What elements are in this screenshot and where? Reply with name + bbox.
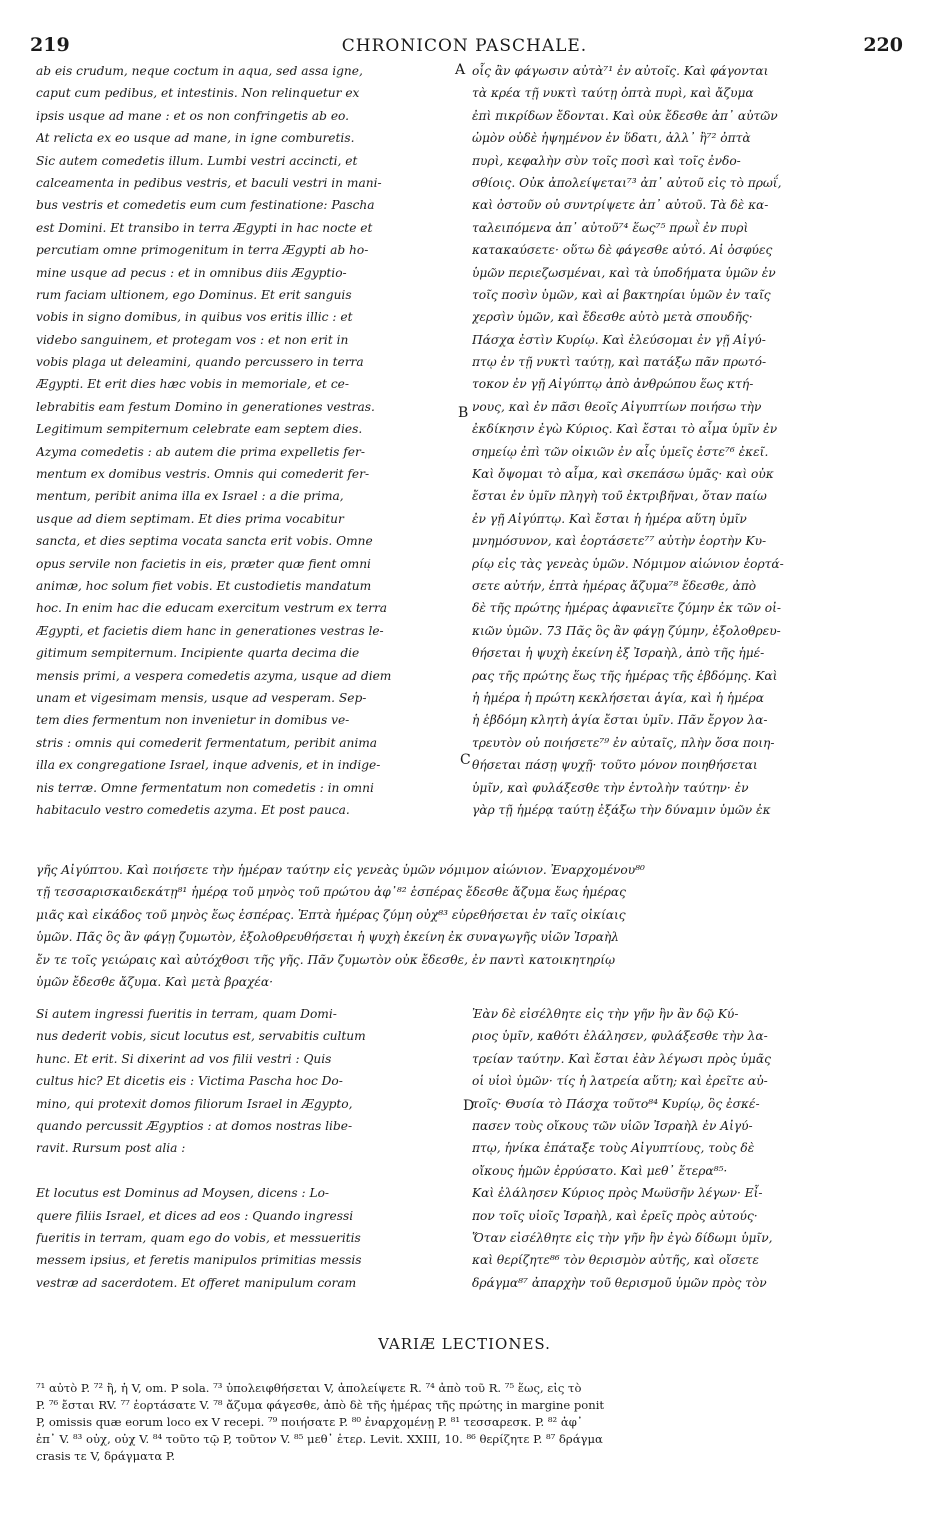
text-line: πον τοῖς υἱοῖς Ἰσραὴλ, καὶ ἐρεῖς πρὸς αὐτούς· <box>472 1208 758 1223</box>
text-line: δράγμα⁸⁷ ἀπαρχὴν τοῦ θερισμοῦ ὑμῶν πρὸς τὸν <box>472 1275 767 1290</box>
text-line: γὰρ τῇ ἡμέρᾳ ταύτῃ ἐξάξω τὴν δύναμιν ὑμῶν ἐκ <box>472 802 771 817</box>
text-line: Legitimum sempiternum celebrate eam septem dies. <box>36 422 363 437</box>
text-line: χερσὶν ὑμῶν, καὶ ἔδεσθε αὐτὸ μετὰ σπουδῆς· <box>472 310 753 325</box>
text-line: mentum ex domibus vestris. Omnis qui comederit fer- <box>36 467 370 482</box>
text-line: Ὅταν εἰσέλθητε εἰς τὴν γῆν ἣν ἐγὼ δίδωμι ὑμῖν, <box>472 1230 773 1245</box>
text-line: ὑμῶν περιεζωσμέναι, καὶ τὰ ὑποδήματα ὑμῶν ἐν <box>472 265 776 280</box>
text-line: unam et vigesimam mensis, usque ad vesperam. Sep- <box>36 690 367 705</box>
text-line: θήσεται πάσῃ ψυχῇ· τοῦτο μόνον ποιηθήσεται <box>472 758 758 773</box>
text-line: τοκον ἐν γῇ Αἰγύπτῳ ἀπὸ ἀνθρώπου ἕως κτή- <box>472 377 754 392</box>
text-line: Si autem ingressi fueritis in terram, quam Domi- <box>36 1007 337 1021</box>
text-line: At relicta ex eo usque ad mane, in igne comburetis. <box>36 131 355 146</box>
text-line: ravit. Rursum post alia : <box>36 1141 186 1156</box>
text-line: stris : omnis qui comederit fermentatum, peribit anima <box>36 735 378 750</box>
text-line: δὲ τῆς πρώτης ἡμέρας ἀφανιεῖτε ζύμην ἐκ τῶν οἰ- <box>472 601 781 616</box>
text-line: καὶ ὀστοῦν οὐ συντρίψετε ἀπ᾽ αὐτοῦ. Τὰ δὲ κα- <box>472 198 769 213</box>
latin-column-top <box>36 60 456 821</box>
text-line: σημείῳ ἐπὶ τῶν οἰκιῶν ἐν αἷς ὑμεῖς ἐστε⁷⁶ ἐκεῖ. <box>472 444 769 459</box>
text-line: ἐπὶ πικρίδων ἔδονται. Καὶ οὐκ ἔδεσθε ἀπ᾽ αὐτῶν <box>472 108 778 123</box>
text-line: ipsis usque ad mane : et os non confringetis ab eo. <box>36 108 350 123</box>
text-line: quando percussit Ægyptios : at domos nostras libe- <box>36 1118 353 1133</box>
text-line: πυρὶ, κεφαλὴν σὺν τοῖς ποσὶ καὶ τοῖς ἐνδο- <box>472 153 741 168</box>
text-line: bus vestris et comedetis eum cum festinatione: Pascha <box>36 198 375 213</box>
text-line: ἔσται ἐν ὑμῖν πληγὴ τοῦ ἐκτριβῆναι, ὅταν παίω <box>472 489 767 504</box>
text-line: illa ex congregatione Israel, inque advenis, et in indige- <box>36 758 381 773</box>
text-line: calceamenta in pedibus vestris, et baculi vestri in mani- <box>36 175 382 190</box>
text-line: percutiam omne primogenitum in terra Ægypti ab ho- <box>36 243 369 258</box>
text-line: μιᾶς καὶ εἰκάδος τοῦ μηνὸς ἕως ἑσπέρας. Ἑπτὰ ἡμέρας ζύμη οὐχ⁸³ εὑρεθήσεται ἐν ταῖς οἰκίαις <box>36 907 626 922</box>
text-line: fueritis in terram, quam ego do vobis, et messueritis <box>36 1230 361 1245</box>
text-line: habitaculo vestro comedetis azyma. Et post pauca. <box>36 802 350 817</box>
variae-lectiones-heading: VARIÆ LECTIONES. <box>378 1335 551 1353</box>
text-line: τοῖς· Θυσία τὸ Πάσχα τοῦτο⁸⁴ Κυρίῳ, ὃς ἐσκέ- <box>472 1096 760 1111</box>
margin-letter-d: D <box>463 1098 475 1114</box>
text-line: Ægypti, et facietis diem hanc in generationes vestras le- <box>36 623 384 638</box>
text-line: ριος ὑμῖν, καθότι ἐλάλησεν, φυλάξεσθε τὴν λα- <box>472 1029 768 1044</box>
text-line: vobis in signo domibus, in quibus vos eritis illic : et <box>36 310 353 325</box>
text-line: Καὶ ὄψομαι τὸ αἷμα, καὶ σκεπάσω ὑμᾶς· καὶ οὐκ <box>472 467 774 482</box>
text-line: Ἐὰν δὲ εἰσέλθητε εἰς τὴν γῆν ἣν ἂν δῷ Κύ- <box>472 1007 739 1021</box>
text-line: usque ad diem septimam. Et dies prima vocabitur <box>36 511 344 526</box>
text-line: vestræ ad sacerdotem. Et offeret manipulum coram <box>36 1275 357 1290</box>
text-line <box>36 1160 456 1182</box>
text-line: ὑμῶν ἔδεσθε ἄζυμα. Καὶ μετὰ βραχέα· <box>36 974 273 989</box>
latin-column-bottom <box>36 1003 456 1294</box>
text-line: lebrabitis eam festum Domino in generationes vestras. <box>36 399 375 414</box>
text-line: hoc. In enim hac die educam exercitum vestrum ex terra <box>36 601 388 616</box>
text-line: P. ⁷⁶ ἔσται RV. ⁷⁷ ἑορτάσατε V. ⁷⁸ ἄζυμα φάγεσθε, ἀπὸ δὲ τῆς ἡμέρας τῆς πρώτης in margine ponit <box>36 1398 605 1412</box>
text-line: Et locutus est Dominus ad Moysen, dicens : Lo- <box>36 1186 330 1201</box>
text-line: quere filiis Israel, et dices ad eos : Quando ingressi <box>36 1208 354 1223</box>
text-line: gitimum sempiternum. Incipiente quarta decima die <box>36 646 360 661</box>
text-line: καὶ θερίζητε⁸⁶ τὸν θερισμὸν αὐτῆς, καὶ οἴσετε <box>472 1253 759 1268</box>
text-line: πτῳ ἐν τῇ νυκτὶ ταύτῃ, καὶ πατάξω πᾶν πρωτό- <box>472 355 767 370</box>
text-line: ἐκδίκησιν ἐγὼ Κύριος. Καὶ ἔσται τὸ αἷμα ὑμῖν ἐν <box>472 422 778 437</box>
text-line: rum faciam ultionem, ego Dominus. Et erit sanguis <box>36 287 352 302</box>
text-line: Ægypti. Et erit dies hæc vobis in memoriale, et ce- <box>36 377 349 392</box>
text-line: nis terræ. Omne fermentatum non comedetis : in omni <box>36 780 374 795</box>
text-line: τρείαν ταύτην. Καὶ ἔσται ἐὰν λέγωσι πρὸς ὑμᾶς <box>472 1051 771 1066</box>
text-line: οἷς ἂν φάγωσιν αὐτὰ⁷¹ ἐν αὐτοῖς. Καὶ φάγονται <box>472 64 769 78</box>
greek-column-bottom <box>472 1003 912 1294</box>
text-line: τρευτὸν οὐ ποιήσετε⁷⁹ ἐν αὐταῖς, πλὴν ὅσα ποιη- <box>472 735 775 750</box>
text-line: Καὶ ἐλάλησεν Κύριος πρὸς Μωϋσῆν λέγων· Εἶ- <box>472 1186 763 1201</box>
running-title: CHRONICON PASCHALE. <box>341 36 588 56</box>
text-line: τὰ κρέα τῇ νυκτὶ ταύτῃ ὀπτὰ πυρὶ, καὶ ἄζυμα <box>472 86 754 101</box>
text-line: ἡ ἡμέρα ἡ πρώτη κεκλήσεται ἁγία, καὶ ἡ ἡμέρα <box>472 690 764 705</box>
text-line: mino, qui protexit domos filiorum Israel in Ægypto, <box>36 1096 353 1111</box>
left-page-number: 219 <box>30 34 70 56</box>
text-line: κατακαύσετε· οὕτω δὲ φάγεσθε αὐτό. Αἱ ὀσφύες <box>472 243 773 258</box>
text-line: mine usque ad pecus : et in omnibus diis Ægyptio- <box>36 265 347 280</box>
text-line: Πάσχα ἐστὶν Κυρίῳ. Καὶ ἐλεύσομαι ἐν γῇ Αἰγύ- <box>472 332 766 347</box>
text-line: οἱ υἱοὶ ὑμῶν· τίς ἡ λατρεία αὕτη; καὶ ἐρεῖτε αὐ- <box>472 1074 768 1089</box>
text-line: crasis τε V, δράγματα P. <box>36 1449 176 1463</box>
right-page-number: 220 <box>863 34 903 56</box>
text-line: κιῶν ὑμῶν. 73 Πᾶς ὃς ἂν φάγῃ ζύμην, ἐξολοθρευ- <box>472 623 781 638</box>
text-line: cultus hic? Et dicetis eis : Victima Pascha hoc Do- <box>36 1074 343 1089</box>
text-line: ἔν τε τοῖς γειώραις καὶ αὐτόχθοσι τῆς γῆς. Πᾶν ζυμωτὸν οὐκ ἔδεσθε, ἐν παντὶ κατοικητηρίῳ <box>36 952 616 967</box>
text-line: ab eis crudum, neque coctum in aqua, sed assa igne, <box>36 64 363 78</box>
text-line: τῇ τεσσαρισκαιδεκάτῃ⁸¹ ἡμέρᾳ τοῦ μηνὸς τοῦ πρώτου ἀφ᾽⁸² ἑσπέρας ἔδεσθε ἄζυμα ἕως ἡμέρας <box>36 885 626 900</box>
greek-column-top <box>472 60 912 821</box>
text-line: messem ipsius, et feretis manipulos primitias messis <box>36 1253 362 1268</box>
text-line: ἡ ἑβδόμη κλητὴ ἁγία ἔσται ὑμῖν. Πᾶν ἔργον λα- <box>472 713 768 728</box>
text-line: ὠμὸν οὐδὲ ἡψημένον ἐν ὕδατι, ἀλλ᾽ ἢ⁷² ὀπτὰ <box>472 131 751 146</box>
text-line: Sic autem comedetis illum. Lumbi vestri accincti, et <box>36 153 358 168</box>
text-line: nus dederit vobis, sicut locutus est, servabitis cultum <box>36 1029 366 1044</box>
text-line: videbo sanguinem, et protegam vos : et non erit in <box>36 332 349 347</box>
text-line: hunc. Et erit. Si dixerint ad vos filii vestri : Quis <box>36 1051 332 1066</box>
text-line: mensis primi, a vespera comedetis azyma, usque ad diem <box>36 668 392 683</box>
text-line: sancta, et dies septima vocata sancta erit vobis. Omne <box>36 534 373 549</box>
text-line: ⁷¹ αὐτὸ P. ⁷² ἢ, ἡ V, om. P sola. ⁷³ ὑπολειφθήσεται V, ἀπολείψετε R. ⁷⁴ ἀπὸ τοῦ R. ⁷⁵ ἕως, εἰς τὸ <box>36 1381 582 1395</box>
text-line: animæ, hoc solum fiet vobis. Et custodietis mandatum <box>36 578 372 593</box>
text-line: P, omissis quæ eorum loco ex V recepi. ⁷⁹ ποιήσατε P. ⁸⁰ ἐναρχομένῃ P. ⁸¹ τεσσαρεσκ. P. ⁸² ἀφ᾽ <box>36 1415 583 1429</box>
text-line: tem dies fermentum non invenietur in domibus ve- <box>36 713 350 728</box>
text-line: οἴκους ἡμῶν ἐρρύσατο. Καὶ μεθ᾽ ἕτερα⁸⁵· <box>472 1163 728 1178</box>
text-line: γῆς Αἰγύπτου. Καὶ ποιήσετε τὴν ἡμέραν ταύτην εἰς γενεὰς ὑμῶν νόμιμον αἰώνιον. Ἐναρχομένου⁸⁰ <box>36 863 645 877</box>
text-line: ρίῳ εἰς τὰς γενεὰς ὑμῶν. Νόμιμον αἰώνιον ἑορτά- <box>472 556 784 571</box>
text-line: ρας τῆς πρώτης ἕως τῆς ἡμέρας τῆς ἑβδόμης. Καὶ <box>472 668 778 683</box>
text-line: θήσεται ἡ ψυχὴ ἐκείνη ἐξ Ἰσραὴλ, ἀπὸ τῆς ἡμέ- <box>472 646 765 661</box>
text-line: νους, καὶ ἐν πᾶσι θεοῖς Αἰγυπτίων ποιήσω τὴν <box>472 399 762 414</box>
text-line: ἐπ᾽ V. ⁸³ οὐχ, οὐχ V. ⁸⁴ τοῦτο τῷ P, τοῦτον V. ⁸⁵ μεθ᾽ ἑτερ. Levit. XXIII, 10. ⁸⁶ θερίζητε P. ⁸⁷ δράγμα <box>36 1432 603 1446</box>
text-line: σετε αὐτήν, ἑπτὰ ἡμέρας ἄζυμα⁷⁸ ἔδεσθε, ἀπὸ <box>472 578 757 593</box>
text-line: est Domini. Et transibo in terra Ægypti in hac nocte et <box>36 220 373 235</box>
margin-letter-b: B <box>458 405 469 421</box>
text-line: Azyma comedetis : ab autem die prima expelletis fer- <box>36 444 365 459</box>
text-line: πασεν τοὺς οἴκους τῶν υἱῶν Ἰσραὴλ ἐν Αἰγύ- <box>472 1118 753 1133</box>
text-line: τοῖς ποσὶν ὑμῶν, καὶ αἱ βακτηρίαι ὑμῶν ἐν ταῖς <box>472 287 771 302</box>
text-line: ὑμῶν. Πᾶς ὃς ἂν φάγῃ ζυμωτὸν, ἐξολοθρευθήσεται ἡ ψυχὴ ἐκείνη ἐκ συναγωγῆς υἱῶν Ἰσραὴλ <box>36 930 620 945</box>
page-header <box>22 34 907 60</box>
text-line: ἐν γῇ Αἰγύπτῳ. Καὶ ἔσται ἡ ἡμέρα αὕτη ὑμῖν <box>472 511 747 526</box>
variae-lectiones-notes <box>36 1380 912 1465</box>
greek-full-width-passage <box>36 859 912 993</box>
margin-letter-a: A <box>455 62 466 78</box>
margin-letter-c: C <box>460 752 471 768</box>
text-line: mentum, peribit anima illa ex Israel : a die prima, <box>36 489 344 504</box>
text-line: σθίοις. Οὐκ ἀπολείψεται⁷³ ἀπ᾽ αὐτοῦ εἰς τὸ πρωΐ, <box>472 175 782 190</box>
text-line: opus servile non facietis in eis, præter quæ fient omni <box>36 556 371 571</box>
text-line: ταλειπόμενα ἀπ᾽ αὐτοῦ⁷⁴ ἕως⁷⁵ πρωῒ ἐν πυρὶ <box>472 220 749 235</box>
text-line: μνημόσυνον, καὶ ἑορτάσετε⁷⁷ αὐτὴν ἑορτὴν Κυ- <box>472 534 767 549</box>
text-line: ὑμῖν, καὶ φυλάξεσθε τὴν ἐντολὴν ταύτην· ἐν <box>472 780 749 795</box>
text-line: vobis plaga ut deleamini, quando percussero in terra <box>36 355 364 370</box>
text-line: πτῳ, ἡνίκα ἐπάταξε τοὺς Αἰγυπτίους, τοὺς δὲ <box>472 1141 755 1156</box>
text-line: caput cum pedibus, et intestinis. Non relinquetur ex <box>36 86 360 101</box>
